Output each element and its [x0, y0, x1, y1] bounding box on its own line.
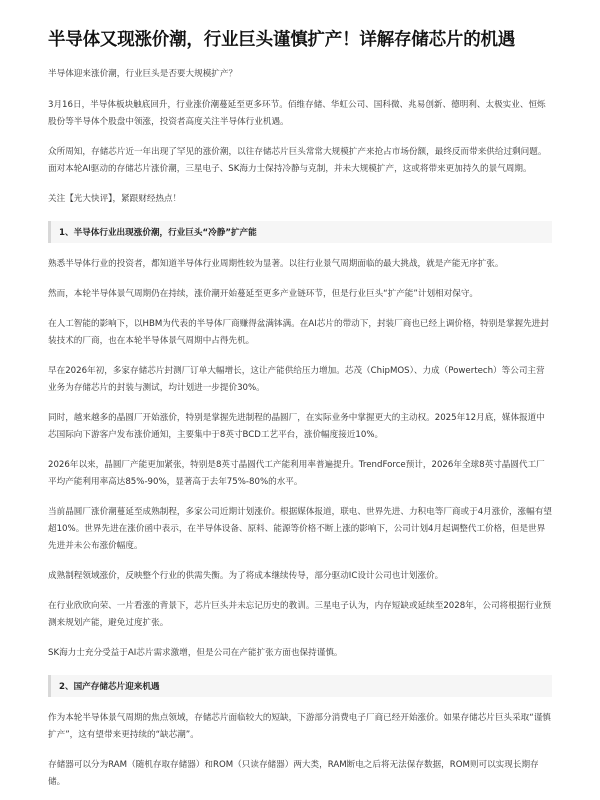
- section-heading-1: [48, 221, 552, 243]
- body-paragraph: 熟悉半导体行业的投资者，都知道半导体行业周期性较为显著。以往行业景气周期面临的最大挑战，就是产能无序扩张。: [48, 259, 504, 269]
- body-paragraph: 然而，本轮半导体景气周期仍在持续，涨价潮开始蔓延至更多产业链环节，但是行业巨头“扩产能”计划相对保守。: [48, 289, 479, 299]
- body-paragraph: 在人工智能的影响下，以HBM为代表的半导体厂商赚得盆满钵满。在AI芯片的带动下，封装厂商也已经上调价格，特别是掌握先进封装技术的厂商，也在本轮半导体景气周期中占得先机。: [48, 319, 549, 346]
- body-paragraph: SK海力士充分受益于AI芯片需求激增，但是公司在产能扩张方面也保持谨慎。: [48, 648, 343, 658]
- intro-paragraph: 关注【光大快评】，紧跟财经热点！: [48, 194, 182, 204]
- body-paragraph: 当前晶圆厂涨价潮蔓延至成熟制程，多家公司近期计划涨价。根据媒体报道，联电、世界先进、力积电等厂商或于4月涨价，涨幅有望超10%。世界先进在涨价函中表示，在半导体设备、原料、能源等价格不断上涨的影响下，公司计划4月起调整代工价格，但是世界先进并未公布涨价幅度。: [48, 507, 552, 551]
- section-heading-marker: [48, 221, 51, 243]
- section-heading-2: [48, 675, 552, 697]
- section-heading-marker: [48, 675, 51, 697]
- body-paragraph: 2026年以来，晶圆厂产能更加紧张，特别是8英寸晶圆代工产能利用率普遍提升。TrendForce预计，2026年全球8英寸晶圆代工厂平均产能利用率高达85%-90%，显著高于去年75%-80%的水平。: [48, 460, 545, 487]
- article-lead: 半导体迎来涨价潮，行业巨头是否要大规模扩产？: [48, 69, 238, 79]
- intro-paragraph: 众所周知，存储芯片近一年出现了罕见的涨价潮，以往存储芯片巨头常常大规模扩产来抢占市场份额，最终反而带来供给过剩问题。面对本轮AI驱动的存储芯片涨价潮，三星电子、SK海力士保持冷静与克制，并未大规模扩产，这或将带来更加持久的景气周期。: [48, 147, 547, 174]
- body-paragraph: 在行业欣欣向荣、一片看涨的背景下，芯片巨头并未忘记历史的教训。三星电子认为，内存短缺或延续至2028年，公司将根据行业预测来规划产能，避免过度扩张。: [48, 601, 552, 628]
- body-paragraph: 早在2026年初，多家存储芯片封测厂订单大幅增长，这让产能供给压力增加。芯茂（ChipMOS）、力成（Powertech）等公司主营业务为存储芯片的封装与测试，均计划进一步提价30%。: [48, 366, 545, 393]
- body-paragraph: 存储器可以分为RAM（随机存取存储器）和ROM（只读存储器）两大类，RAM断电之后将无法保存数据，ROM则可以实现长期存储。: [48, 760, 539, 787]
- body-paragraph: 同时，越来越多的晶圆厂开始涨价，特别是掌握先进制程的晶圆厂，在实际业务中掌握更大的主动权。2025年12月底，媒体报道中芯国际向下游客户发布涨价通知，主要集中于8英寸BCD工艺平台，涨价幅度接近10%。: [48, 413, 545, 440]
- section-heading-text: 1、半导体行业出现涨价潮，行业巨头“冷静”扩产能: [59, 228, 257, 238]
- section-heading-text: 2、国产存储芯片迎来机遇: [59, 682, 160, 692]
- body-paragraph: 成熟制程领域涨价，反映整个行业的供需失衡。为了将成本继续传导，部分驱动IC设计公司也计划涨价。: [48, 571, 444, 581]
- article-title: 半导体又现涨价潮，行业巨头谨慎扩产！详解存储芯片的机遇: [48, 30, 516, 50]
- body-paragraph: 作为本轮半导体景气周期的焦点领域，存储芯片面临较大的短缺，下游部分消费电子厂商已经开始涨价。如果存储芯片巨头采取“谨慎扩产”，这有望带来更持续的“缺芯潮”。: [48, 713, 551, 740]
- intro-paragraph: 3月16日，半导体板块触底回升，行业涨价潮蔓延至更多环节。佰维存储、华虹公司、国科微、兆易创新、德明利、太极实业、恒烁股份等半导体个股盘中领涨，投资者高度关注半导体行业机遇。: [48, 100, 546, 127]
